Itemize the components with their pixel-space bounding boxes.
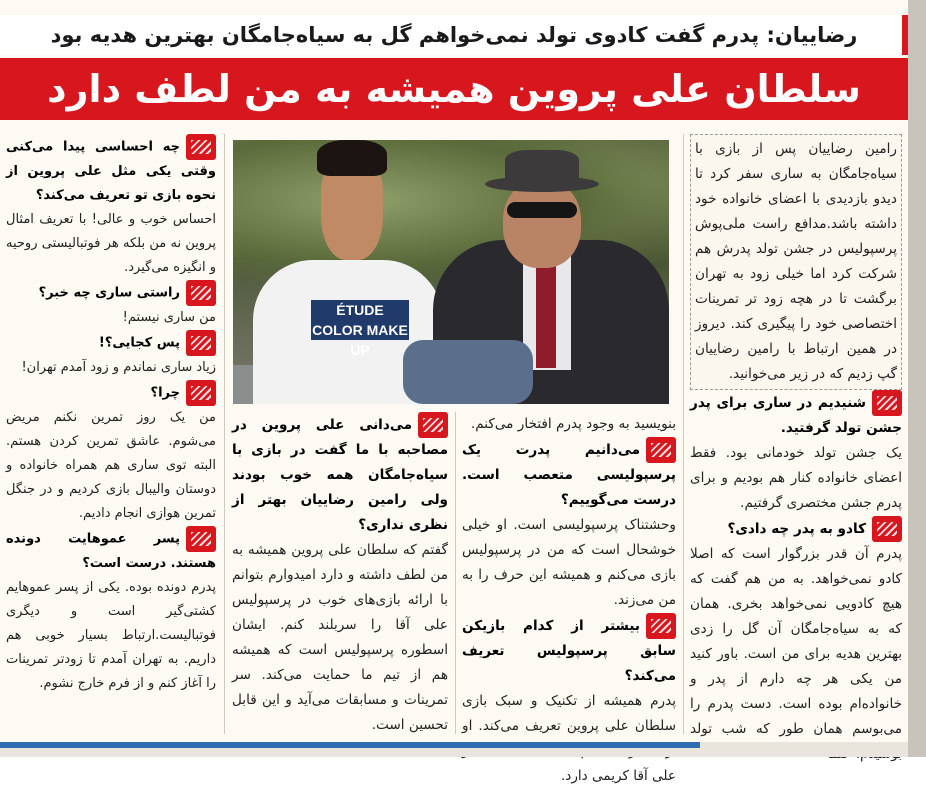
publication-logo-icon bbox=[872, 390, 902, 416]
question-9-text: چرا؟ bbox=[150, 385, 180, 401]
column-left bbox=[6, 134, 216, 734]
question-10 bbox=[6, 526, 216, 576]
photo-hat bbox=[505, 150, 579, 184]
answer-3: وحشتناک پرسپولیسی است. او خیلی خوشحال است که من در پرسپولیس بازی می‌کنم و همیشه این حرف را به من می‌زند. bbox=[462, 517, 676, 608]
column-mid-right bbox=[462, 412, 676, 784]
question-1-text: شنیدیم در ساری برای پدر جشن تولد گرفتید. bbox=[690, 395, 902, 436]
page-edge bbox=[908, 0, 926, 757]
publication-logo-icon bbox=[186, 330, 216, 356]
question-6-text: چه احساسی پیدا می‌کنی وقتی یکی مثل علی پروین از نحوه بازی تو تعریف می‌کند؟ bbox=[6, 139, 216, 203]
answer-10: پدرم دونده بوده. یکی از پسر عموهایم کشتی‌گیر است و دیگری فوتبالیست.ارتباط بسیار خوبی هم داریم. به تهران آمدم تا زودتر تمرینات را آغاز کنم و از فرم خارج نشوم. bbox=[6, 580, 216, 691]
question-9 bbox=[6, 380, 216, 406]
publication-logo-icon bbox=[186, 134, 216, 160]
article-photo bbox=[233, 140, 669, 404]
question-2-text: کادو به پدر چه دادی؟ bbox=[727, 521, 866, 537]
answer-6: احساس خوب و عالی! با تعریف امثال پروین نه من بلکه هر فوتبالیستی روحیه و انگیزه می‌گیرد. bbox=[6, 212, 216, 275]
answer-4: پدرم همیشه از تکنیک و سبک بازی سلطان علی پروین تعریف می‌کند. او علی آقا کریمی دارد. bbox=[462, 693, 676, 784]
publication-logo-icon bbox=[646, 613, 676, 639]
answer-1: یک جشن تولد خودمانی بود. فقط اعضای خانواده کنار هم بودیم و برای پدرم جشن مختصری گرفتیم. bbox=[690, 445, 902, 511]
answer-5: گفتم که سلطان علی پروین همیشه به من لطف داشته و دارد امیدوارم بتوانم با ارائه بازی‌های خوب در پرسپولیس علی آقا را سربلند کنم. ایشان اسطوره پرسپولیس است که همیشه هم از تیم ما حمایت می‌کند. سر تمرینات و مسابقات می‌آید و این قابل تحسین است. bbox=[232, 542, 448, 733]
question-5-text: می‌دانی علی پروین در مصاحبه با ما گفت در بازی با سیاه‌جامگان همه خوب بودند ولی رامین رضاییان بهتر از نظری نداری؟ bbox=[232, 417, 448, 533]
photo-shirt-print: ÉTUDE COLOR MAKE UP bbox=[312, 302, 408, 358]
column-mid-left bbox=[232, 412, 448, 734]
question-5 bbox=[232, 412, 448, 538]
publication-logo-icon bbox=[186, 526, 216, 552]
column-divider bbox=[683, 134, 684, 734]
question-8-text: پس کجایی؟! bbox=[98, 335, 180, 351]
publication-logo-icon bbox=[872, 516, 902, 542]
publication-logo-icon bbox=[646, 437, 676, 463]
question-3-text: می‌دانیم پدرت یک پرسپولیسی متعصب است. درست می‌گوییم؟ bbox=[462, 442, 676, 508]
question-2 bbox=[690, 516, 902, 542]
answer-0: بنویسید به وجود پدرم افتخار می‌کنم. bbox=[470, 416, 676, 432]
answer-8: زیاد ساری نماندم و زود آمدم تهران! bbox=[21, 360, 216, 375]
answer-7: من ساری نیستم! bbox=[122, 310, 216, 325]
publication-logo-icon bbox=[186, 380, 216, 406]
kicker-headline: رضاییان: پدرم گفت کادوی تولد نمی‌خواهم گل به سیاه‌جامگان بهترین هدیه بود bbox=[0, 15, 908, 55]
question-3 bbox=[462, 437, 676, 513]
intro-paragraph: رامین رضاییان پس از بازی با سیاه‌جامگان به ساری سفر کرد تا دیدو بازدیدی با اعضای خانواده خود داشته باشد.مدافع راست ملی‌پوش پرسپولیس در جشن تولد پدرش هم شرکت کرد اما خیلی زود به تهران برگشت تا در هچه زود تر تمرینات اختصاصی خود را پیگیری کند. دیروز در همین ارتباط با رامین رضاییان گپ زدیم که در زیر می‌خوانید. bbox=[690, 134, 902, 390]
question-1 bbox=[690, 390, 902, 441]
photo-older-man-tie bbox=[536, 258, 556, 368]
question-4 bbox=[462, 613, 676, 689]
photo-young-man-hair bbox=[317, 140, 387, 176]
question-10-text: پسر عموهایت دونده هستند. درست است؟ bbox=[6, 531, 216, 571]
question-4-text: بیشتر از کدام بازیکن سابق پرسپولیس تعریف می‌کند؟ bbox=[462, 618, 676, 684]
answer-2: پدرم آن قدر بزرگوار است که اصلا کادو نمی‌خواهد. به من هم گفت که هیچ کادویی نمی‌خواهد بخری. همان که به سیاه‌جامگان آن گل را زدی بهترین هدیه برای من است. باور کنید من یکی هر چه دارم از پدر و خانواده‌ام بوده است. دست پدرم را می‌بوسم همان طور که شب تولد bbox=[690, 546, 902, 737]
column-right bbox=[690, 134, 902, 737]
main-headline: سلطان علی پروین همیشه به من لطف دارد bbox=[0, 58, 908, 120]
photo-sunglasses bbox=[507, 202, 577, 218]
question-8 bbox=[6, 330, 216, 356]
column-divider bbox=[224, 134, 225, 734]
answer-9: من یک روز تمرین نکنم مریض می‌شوم. عاشق تمرین کردن هستم. البته توی ساری هم همراه خانواده و دوستان والیبال بازی کردیم و در جنگل تمرین هوازی انجام دادیم. bbox=[6, 410, 216, 521]
column-divider bbox=[455, 412, 456, 734]
footer-blue-bar bbox=[0, 742, 700, 748]
question-7-text: راستی ساری چه خبر؟ bbox=[38, 285, 180, 301]
question-6 bbox=[6, 134, 216, 208]
question-7 bbox=[6, 280, 216, 306]
photo-jeans bbox=[403, 340, 533, 404]
photo-older-man-head bbox=[503, 180, 581, 268]
publication-logo-icon bbox=[186, 280, 216, 306]
publication-logo-icon bbox=[418, 412, 448, 438]
